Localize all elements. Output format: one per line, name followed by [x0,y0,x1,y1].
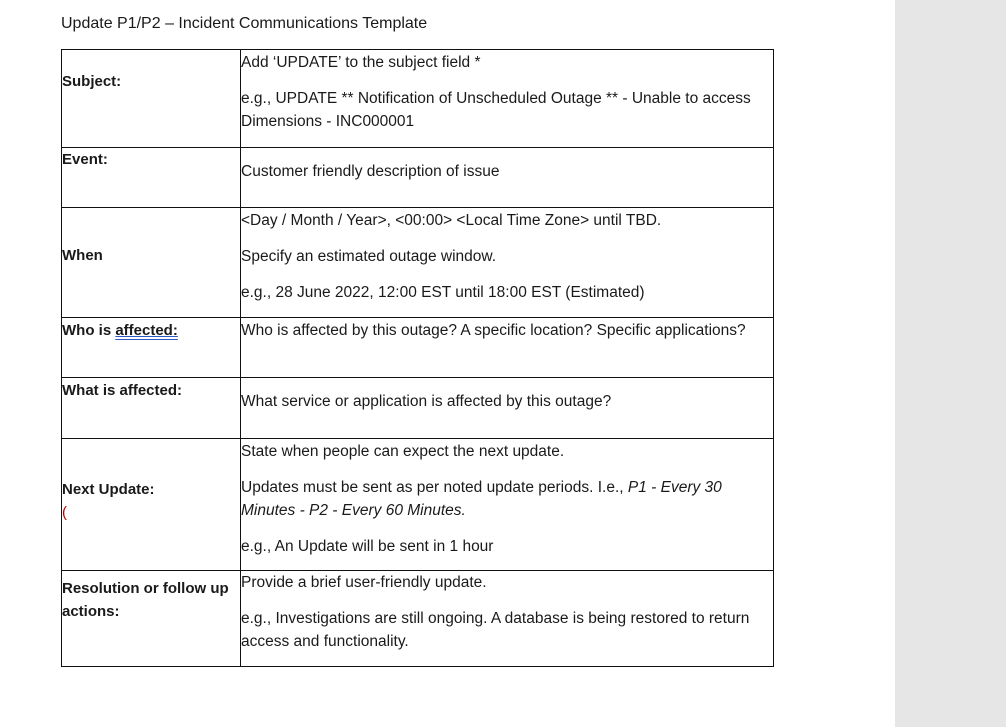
next-update-periods-prefix: Updates must be sent as per noted update periods. I.e., [241,479,628,496]
event-label: Event: [62,151,108,168]
next-update-content-cell[interactable] [241,439,774,571]
who-label-prefix: Who is [62,322,116,339]
event-description: Customer friendly description of issue [241,163,500,180]
table-row-what [62,378,774,439]
event-label-cell [62,148,241,208]
who-label-cell [62,318,241,378]
what-label-cell [62,378,241,439]
subject-label-cell [62,50,241,148]
next-update-label: Next Update: [62,480,155,498]
next-update-marker: ( [62,503,67,521]
what-question: What service or application is affected by this outage? [241,393,612,410]
document-title: Update P1/P2 – Incident Communications Template [61,15,428,32]
table-row-when [62,208,774,318]
subject-content-cell[interactable] [241,50,774,148]
who-label [62,318,240,342]
resolution-content-cell[interactable] [241,571,774,667]
next-update-example: e.g., An Update will be sent in 1 hour [241,538,494,555]
when-instruction: Specify an estimated outage window. [241,248,497,265]
when-example: e.g., 28 June 2022, 12:00 EST until 18:00 EST (Estimated) [241,284,645,301]
when-label-cell [62,208,241,318]
next-update-label-cell [62,439,241,571]
subject-label: Subject: [62,73,122,90]
what-label: What is affected: [62,382,183,399]
window-background-gutter [895,0,1006,727]
subject-example: e.g., UPDATE ** Notification of Unscheduled Outage ** - Unable to access Dimensions - INC000001 [241,90,751,130]
table-row-who [62,318,774,378]
when-label: When [62,247,103,264]
table-row-subject [62,50,774,148]
resolution-label: Resolution or follow up actions: [62,580,229,620]
when-format: <Day / Month / Year>, <00:00> <Local Time Zone> until TBD. [241,212,662,229]
next-update-instruction: State when people can expect the next update. [241,443,565,460]
resolution-label-cell [62,571,241,667]
who-content-cell[interactable] [241,318,774,378]
what-content-cell[interactable] [241,378,774,439]
resolution-example: e.g., Investigations are still ongoing. A database is being restored to return access and functionality. [241,610,750,650]
event-content-cell[interactable] [241,148,774,208]
next-update-periods [241,476,773,522]
incident-template-table [61,49,774,667]
who-question: Who is affected by this outage? A specific location? Specific applications? [241,322,746,339]
who-label-affected: affected: [115,322,178,339]
next-update-periods-italic: P1 - Every 30 Minutes - P2 - Every 60 Minutes. [241,479,722,519]
table-row-next-update [62,439,774,571]
when-content-cell[interactable] [241,208,774,318]
resolution-instruction: Provide a brief user-friendly update. [241,574,487,591]
table-row-event [62,148,774,208]
subject-instruction: Add ‘UPDATE’ to the subject field * [241,54,481,71]
table-row-resolution [62,571,774,667]
